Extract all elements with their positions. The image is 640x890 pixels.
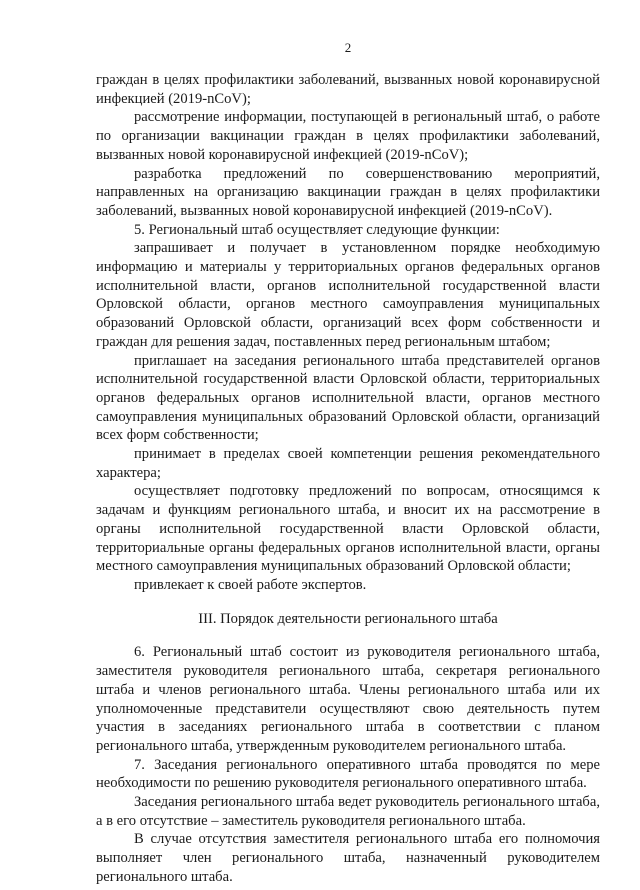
paragraph-item-5: 5. Региональный штаб осуществляет следующие функции: <box>134 221 500 238</box>
paragraph-item-7: 7. Заседания регионального оперативного штаба проводятся по мере необходимости по решению руководителя регионального оперативного штаба. <box>96 756 600 792</box>
paragraph: граждан в целях профилактики заболеваний, вызванных новой коронавирусной инфекцией (2019-nCoV); <box>96 72 600 107</box>
paragraph: осуществляет подготовку предложений по вопросам, относящимся к задачам и функциям регионального штаба, и вносит их на рассмотрение в органы исполнительной государственной власти Орловской области, территориальные органы федеральных органов исполнительной власти, органы местного самоуправления муниципальных образований Орловской области; <box>96 483 600 575</box>
paragraph: рассмотрение информации, поступающей в региональный штаб, о работе по организации вакцинации граждан в целях профилактики заболеваний, вызванных новой коронавирусной инфекцией (2019-nCoV); <box>96 109 600 163</box>
body-text-part2 <box>96 643 600 886</box>
paragraph: принимает в пределах своей компетенции решения рекомендательного характера; <box>96 446 600 481</box>
paragraph-item-6: 6. Региональный штаб состоит из руководителя регионального штаба, заместителя руководителя регионального штаба, секретаря регионального штаба и членов регионального штаба. Члены регионального штаба или их уполномоченные представители осуществляют свою деятельность путем участия в заседаниях регионального штаба в соответствии с планом регионального штаба, утвержденным руководителем регионального штаба. <box>96 644 600 754</box>
spacer <box>96 595 600 610</box>
page-number: 2 <box>344 40 352 55</box>
section-heading: III. Порядок деятельности регионального штаба <box>198 610 498 627</box>
paragraph: разработка предложений по совершенствованию мероприятий, направленных на организацию вакцинации граждан в целях профилактики заболеваний, вызванных новой коронавирусной инфекцией (2019-nCoV). <box>96 165 600 219</box>
spacer <box>96 628 600 643</box>
paragraph: В случае отсутствия заместителя регионального штаба его полномочия выполняет член регионального штаба, назначенный руководителем регионального штаба. <box>96 831 600 885</box>
paragraph: запрашивает и получает в установленном порядке необходимую информацию и материалы у территориальных органов федеральных органов исполнительной власти, органов исполнительной государственной власти Орловской области, органов местного самоуправления муниципальных образований Орловской области, организаций всех форм собственности и граждан для решения задач, поставленных перед региональным штабом; <box>96 240 600 350</box>
paragraph: Заседания регионального штаба ведет руководитель регионального штаба, а в его отсутствие – заместитель руководителя регионального штаба. <box>96 794 600 829</box>
paragraph: привлекает к своей работе экспертов. <box>134 576 367 593</box>
body-text-part1 <box>96 71 600 595</box>
paragraph: приглашает на заседания регионального штаба представителей органов исполнительной государственной власти Орловской области, территориальных органов федеральных органов исполнительной власти, органов местного самоуправления муниципальных образований Орловской области, организаций всех форм собственности; <box>96 352 600 444</box>
